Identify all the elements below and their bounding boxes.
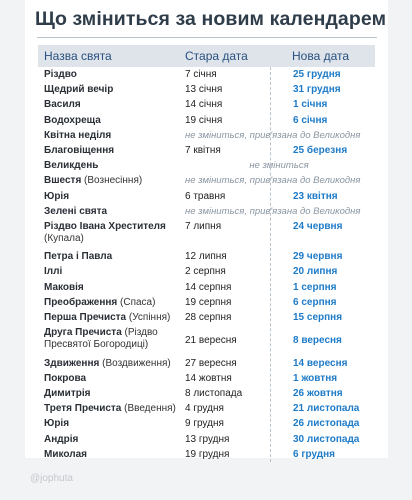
table-row	[38, 401, 375, 416]
new-date: 31 грудня	[293, 84, 341, 96]
holiday-name-cell	[38, 282, 183, 294]
table-row	[38, 280, 375, 295]
holiday-name-cell	[38, 312, 183, 324]
holiday-name-cell	[38, 99, 183, 111]
holiday-name: Зелені свята	[44, 205, 108, 217]
table-row	[38, 447, 375, 462]
unchanged-note: не зміниться, прив'язана до Великодня	[185, 205, 361, 217]
holiday-name-cell	[38, 206, 183, 218]
holiday-name: Благовіщення	[44, 144, 115, 156]
old-date: 14 жовтня	[185, 372, 232, 384]
table-row	[38, 143, 375, 158]
holiday-name: Третя Пречиста	[44, 403, 122, 415]
holiday-name-cell	[38, 160, 183, 172]
holiday-name-cell	[38, 388, 183, 400]
holiday-name: Миколая	[44, 448, 87, 460]
old-date: 12 липня	[185, 251, 227, 263]
holiday-name: Квітна неділя	[44, 129, 112, 141]
holiday-name-cell	[38, 145, 183, 157]
new-date: 6 грудня	[293, 448, 336, 460]
old-date: 28 серпня	[185, 312, 232, 324]
table-body	[38, 67, 375, 462]
holiday-table	[38, 45, 375, 462]
table-row	[38, 173, 375, 188]
table-row	[38, 128, 375, 143]
header-old-date: Стара дата	[185, 49, 248, 63]
old-date: 6 травня	[185, 190, 226, 202]
table-row	[38, 264, 375, 279]
holiday-name: Перша Пречиста	[44, 312, 127, 324]
table-row	[38, 113, 375, 128]
old-date: 7 липня	[185, 220, 222, 232]
holiday-name-cell	[38, 130, 183, 142]
holiday-name: Іллі	[44, 266, 63, 278]
holiday-name-cell	[38, 434, 183, 446]
old-date: 19 серпня	[185, 296, 232, 308]
holiday-alt-name: (Різдво Пресвятої Богородиці)	[44, 327, 158, 351]
holiday-name: Андрія	[44, 433, 79, 445]
table-row	[38, 67, 375, 82]
holiday-name: Маковія	[44, 281, 84, 293]
table-header	[38, 45, 375, 67]
old-date: 19 січня	[185, 114, 223, 126]
holiday-alt-name: (Вознесіння)	[81, 175, 143, 187]
header-new-date: Нова дата	[292, 49, 350, 63]
old-date: 13 січня	[185, 84, 223, 96]
holiday-name-cell	[38, 69, 183, 81]
holiday-name-cell	[38, 373, 183, 385]
watermark: @jophuta	[30, 473, 73, 484]
holiday-name: Друга Пречиста	[44, 327, 122, 339]
holiday-alt-name: (Спаса)	[117, 296, 156, 308]
table-row	[38, 82, 375, 97]
old-date: 21 вересня	[185, 335, 237, 347]
old-date: 14 серпня	[185, 281, 232, 293]
holiday-name-cell	[38, 84, 183, 96]
holiday-name: Юрія	[44, 190, 70, 202]
old-date: 14 січня	[185, 99, 223, 111]
unchanged-note: не зміниться, прив'язана до Великодня	[185, 129, 361, 141]
table-row	[38, 204, 375, 219]
new-date: 24 червня	[293, 220, 343, 232]
holiday-name: Юрія	[44, 418, 70, 430]
holiday-name: Різдво Івана Хрестителя	[44, 220, 166, 232]
old-date: 2 серпня	[185, 266, 226, 278]
holiday-name-cell	[38, 221, 183, 245]
old-date: 4 грудня	[185, 403, 224, 415]
holiday-name-cell	[38, 266, 183, 278]
new-date: 25 березня	[293, 144, 348, 156]
title-divider	[37, 37, 377, 38]
table-row	[38, 386, 375, 401]
holiday-name: Вшестя	[44, 175, 82, 187]
new-date: 25 грудня	[293, 69, 341, 80]
holiday-name: Димитрія	[44, 387, 91, 399]
holiday-name-cell	[38, 175, 183, 187]
holiday-name: Покрова	[44, 372, 87, 384]
holiday-alt-name: (Воздвиження)	[99, 357, 171, 369]
table-row	[38, 219, 375, 249]
holiday-alt-name: (Успіння)	[126, 312, 171, 324]
old-date: 7 січня	[185, 69, 217, 80]
new-date: 1 жовтня	[293, 372, 338, 384]
holiday-name-cell	[38, 418, 183, 430]
table-row	[38, 189, 375, 204]
header-name: Назва свята	[44, 49, 112, 63]
new-date: 1 січня	[293, 99, 328, 111]
table-row	[38, 310, 375, 325]
holiday-name: Великдень	[44, 160, 99, 172]
table-row	[38, 97, 375, 112]
holiday-alt-name: (Введення)	[121, 403, 176, 415]
table-row	[38, 416, 375, 431]
holiday-name-cell	[38, 449, 183, 461]
unchanged-note: не зміниться, прив'язана до Великодня	[185, 175, 361, 187]
holiday-name: Преображення	[44, 296, 118, 308]
new-date: 8 вересня	[293, 335, 342, 347]
holiday-name: Водохреща	[44, 114, 101, 126]
new-date: 26 жовтня	[293, 387, 343, 399]
old-date: 9 грудня	[185, 418, 224, 430]
holiday-name-cell	[38, 251, 183, 263]
table-row	[38, 432, 375, 447]
holiday-name-cell	[38, 115, 183, 127]
new-date: 1 серпня	[293, 281, 337, 293]
old-date: 13 грудня	[185, 433, 230, 445]
new-date: 20 липня	[293, 266, 338, 278]
new-date: 26 листопада	[293, 418, 360, 430]
holiday-name: Петра і Павла	[44, 251, 113, 263]
holiday-name-cell	[38, 403, 183, 415]
holiday-alt-name: (Купала)	[44, 232, 84, 244]
table-row	[38, 249, 375, 264]
holiday-name: Щедрий вечір	[44, 84, 114, 96]
holiday-name-cell	[38, 358, 183, 370]
holiday-name-cell	[38, 191, 183, 203]
new-date: 30 листопада	[293, 433, 360, 445]
new-date: 6 січня	[293, 114, 328, 126]
holiday-name-cell	[38, 327, 183, 351]
page-title: Що зміниться за новим календарем	[35, 8, 387, 30]
holiday-name: Василя	[44, 99, 81, 111]
holiday-name-cell	[38, 297, 183, 309]
table-row	[38, 158, 375, 173]
infographic-card	[25, 0, 388, 458]
table-row	[38, 356, 375, 371]
column-divider	[270, 67, 271, 462]
new-date: 6 серпня	[293, 296, 337, 308]
table-row	[38, 325, 375, 355]
holiday-name: Здвиження	[44, 357, 100, 369]
table-row	[38, 371, 375, 386]
old-date: 19 грудня	[185, 448, 230, 460]
unchanged-note: не зміниться	[249, 160, 309, 172]
new-date: 23 квітня	[293, 190, 338, 202]
new-date: 29 червня	[293, 251, 343, 263]
old-date: 8 листопада	[185, 387, 243, 399]
table-row	[38, 295, 375, 310]
old-date: 7 квітня	[185, 144, 221, 156]
new-date: 15 серпня	[293, 312, 343, 324]
new-date: 14 вересня	[293, 357, 348, 369]
new-date: 21 листопала	[293, 403, 360, 415]
old-date: 27 вересня	[185, 357, 237, 369]
holiday-name: Різдво	[44, 69, 77, 80]
